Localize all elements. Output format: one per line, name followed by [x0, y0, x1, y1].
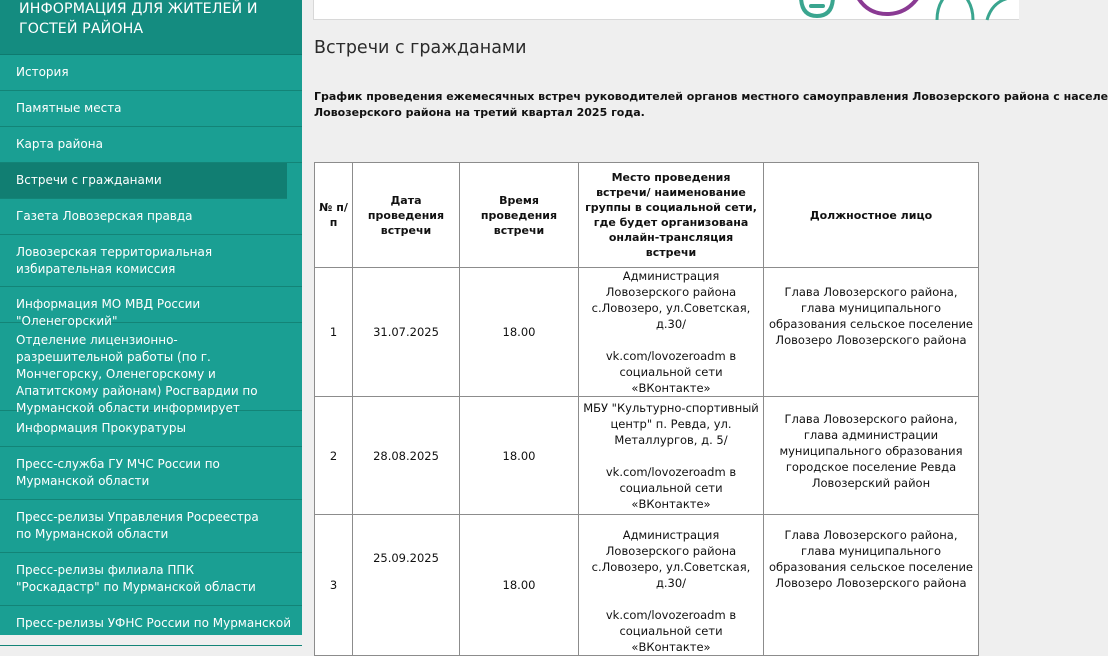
sidebar-item-label: История	[16, 65, 69, 79]
sidebar-title: ИНФОРМАЦИЯ ДЛЯ ЖИТЕЛЕЙ И ГОСТЕЙ РАЙОНА	[19, 1, 258, 37]
table-row	[315, 397, 979, 515]
sidebar-item-label: Информация Прокуратуры	[16, 421, 186, 435]
place-link: vk.com/lovozeroadm в социальной сети «ВКонтакте»	[605, 464, 737, 511]
cell-time: 18.00	[460, 268, 579, 397]
cell-official: Глава Ловозерского района, глава администрации муниципального образования городское поселение Ревда Ловозерский район	[764, 397, 979, 515]
sidebar-item-history[interactable]	[0, 55, 302, 91]
sidebar-item-label: Карта района	[16, 137, 103, 151]
cell-place	[579, 268, 764, 397]
place-address: Администрация Ловозерского района с.Ловозеро, ул.Советская, д.30/	[591, 269, 751, 331]
sidebar-item-mvd[interactable]	[0, 287, 302, 328]
col-header-num: № п/п	[315, 163, 353, 268]
sidebar-item-ufns[interactable]	[0, 606, 302, 646]
place-link: vk.com/lovozeroadm в социальной сети «ВКонтакте»	[605, 349, 737, 395]
cell-num: 1	[315, 268, 353, 397]
sidebar-item-label: Отделение лицензионно-разрешительной работы (по г. Мончегорску, Оленегорскому и Апатитскому районам) Росгвардии по Мурманской области информирует	[16, 333, 258, 415]
sidebar-item-rosreestr[interactable]	[0, 500, 302, 553]
col-header-date: Дата проведения встречи	[353, 163, 460, 268]
logo-graphic	[797, 0, 1019, 20]
meetings-table	[314, 162, 979, 656]
sidebar-item-map[interactable]	[0, 127, 302, 163]
col-header-time: Время проведения встречи	[460, 163, 579, 268]
place-address: Администрация Ловозерского района с.Ловозеро, ул.Советская, д.30/	[591, 528, 751, 590]
sidebar-item-label: Встречи с гражданами	[16, 173, 162, 187]
sidebar-item-label: Газета Ловозерская правда	[16, 209, 193, 223]
sidebar-item-newspaper[interactable]	[0, 199, 302, 235]
col-header-place: Место проведения встречи/ наименование группы в социальной сети, где будет организована онлайн-трансляция встречи	[579, 163, 764, 268]
intro-line-2: Ловозерского района на третий квартал 2025 года.	[314, 106, 645, 119]
place-address: МБУ "Культурно-спортивный центр" п. Ревда, ул. Металлургов, д. 5/	[583, 400, 759, 447]
page-title: Встречи с гражданами	[314, 38, 527, 58]
sidebar-item-meetings[interactable]	[0, 163, 287, 199]
sidebar-item-mchs[interactable]	[0, 447, 302, 500]
cell-date: 28.08.2025	[353, 397, 460, 515]
sidebar-item-roskadastr[interactable]	[0, 553, 302, 606]
sidebar-item-rosgvardia[interactable]	[0, 323, 302, 415]
sidebar-item-label: Информация МО МВД России "Оленегорский"	[16, 297, 201, 328]
cell-num: 3	[315, 515, 353, 656]
cell-official: Глава Ловозерского района, глава муниципального образования сельское поселение Ловозеро Ловозерского района	[764, 268, 979, 397]
sidebar-item-label: Памятные места	[16, 101, 122, 115]
cell-date: 31.07.2025	[353, 268, 460, 397]
cell-date: 25.09.2025	[353, 515, 460, 656]
banner-logo	[797, 0, 1019, 20]
cell-time: 18.00	[460, 515, 579, 656]
sidebar-item-label: Пресс-релизы УФНС России по Мурманской	[16, 616, 292, 630]
sidebar-item-label: Ловозерская территориальная избирательная комиссия	[16, 245, 213, 276]
sidebar-header	[0, 0, 302, 55]
sidebar-item-prosecutor[interactable]	[0, 411, 302, 447]
cell-num: 2	[315, 397, 353, 515]
cell-place	[579, 397, 764, 515]
sidebar-item-label: Пресс-релизы филиала ППК "Роскадастр" по Мурманской области	[16, 563, 256, 594]
table-header-row	[315, 163, 979, 268]
sidebar-item-memorials[interactable]	[0, 91, 302, 127]
sidebar-item-label: Пресс-служба ГУ МЧС России по Мурманской области	[16, 457, 220, 488]
intro-line-1: График проведения ежемесячных встреч руководителей органов местного самоуправления Ловозерского района с населе	[314, 90, 1108, 103]
place-link: vk.com/lovozeroadm в социальной сети «ВКонтакте»	[605, 608, 737, 654]
sidebar	[0, 0, 302, 635]
table-row	[315, 515, 979, 656]
sidebar-item-election-commission[interactable]	[0, 235, 302, 287]
cell-time: 18.00	[460, 397, 579, 515]
sidebar-item-label: Пресс-релизы Управления Росреестра по Мурманской области	[16, 510, 259, 541]
cell-official: Глава Ловозерского района, глава муниципального образования сельское поселение Ловозеро Ловозерского района	[764, 515, 979, 656]
col-header-official: Должностное лицо	[764, 163, 979, 268]
table-row	[315, 268, 979, 397]
cell-place	[579, 515, 764, 656]
schedule-intro	[314, 89, 1108, 121]
